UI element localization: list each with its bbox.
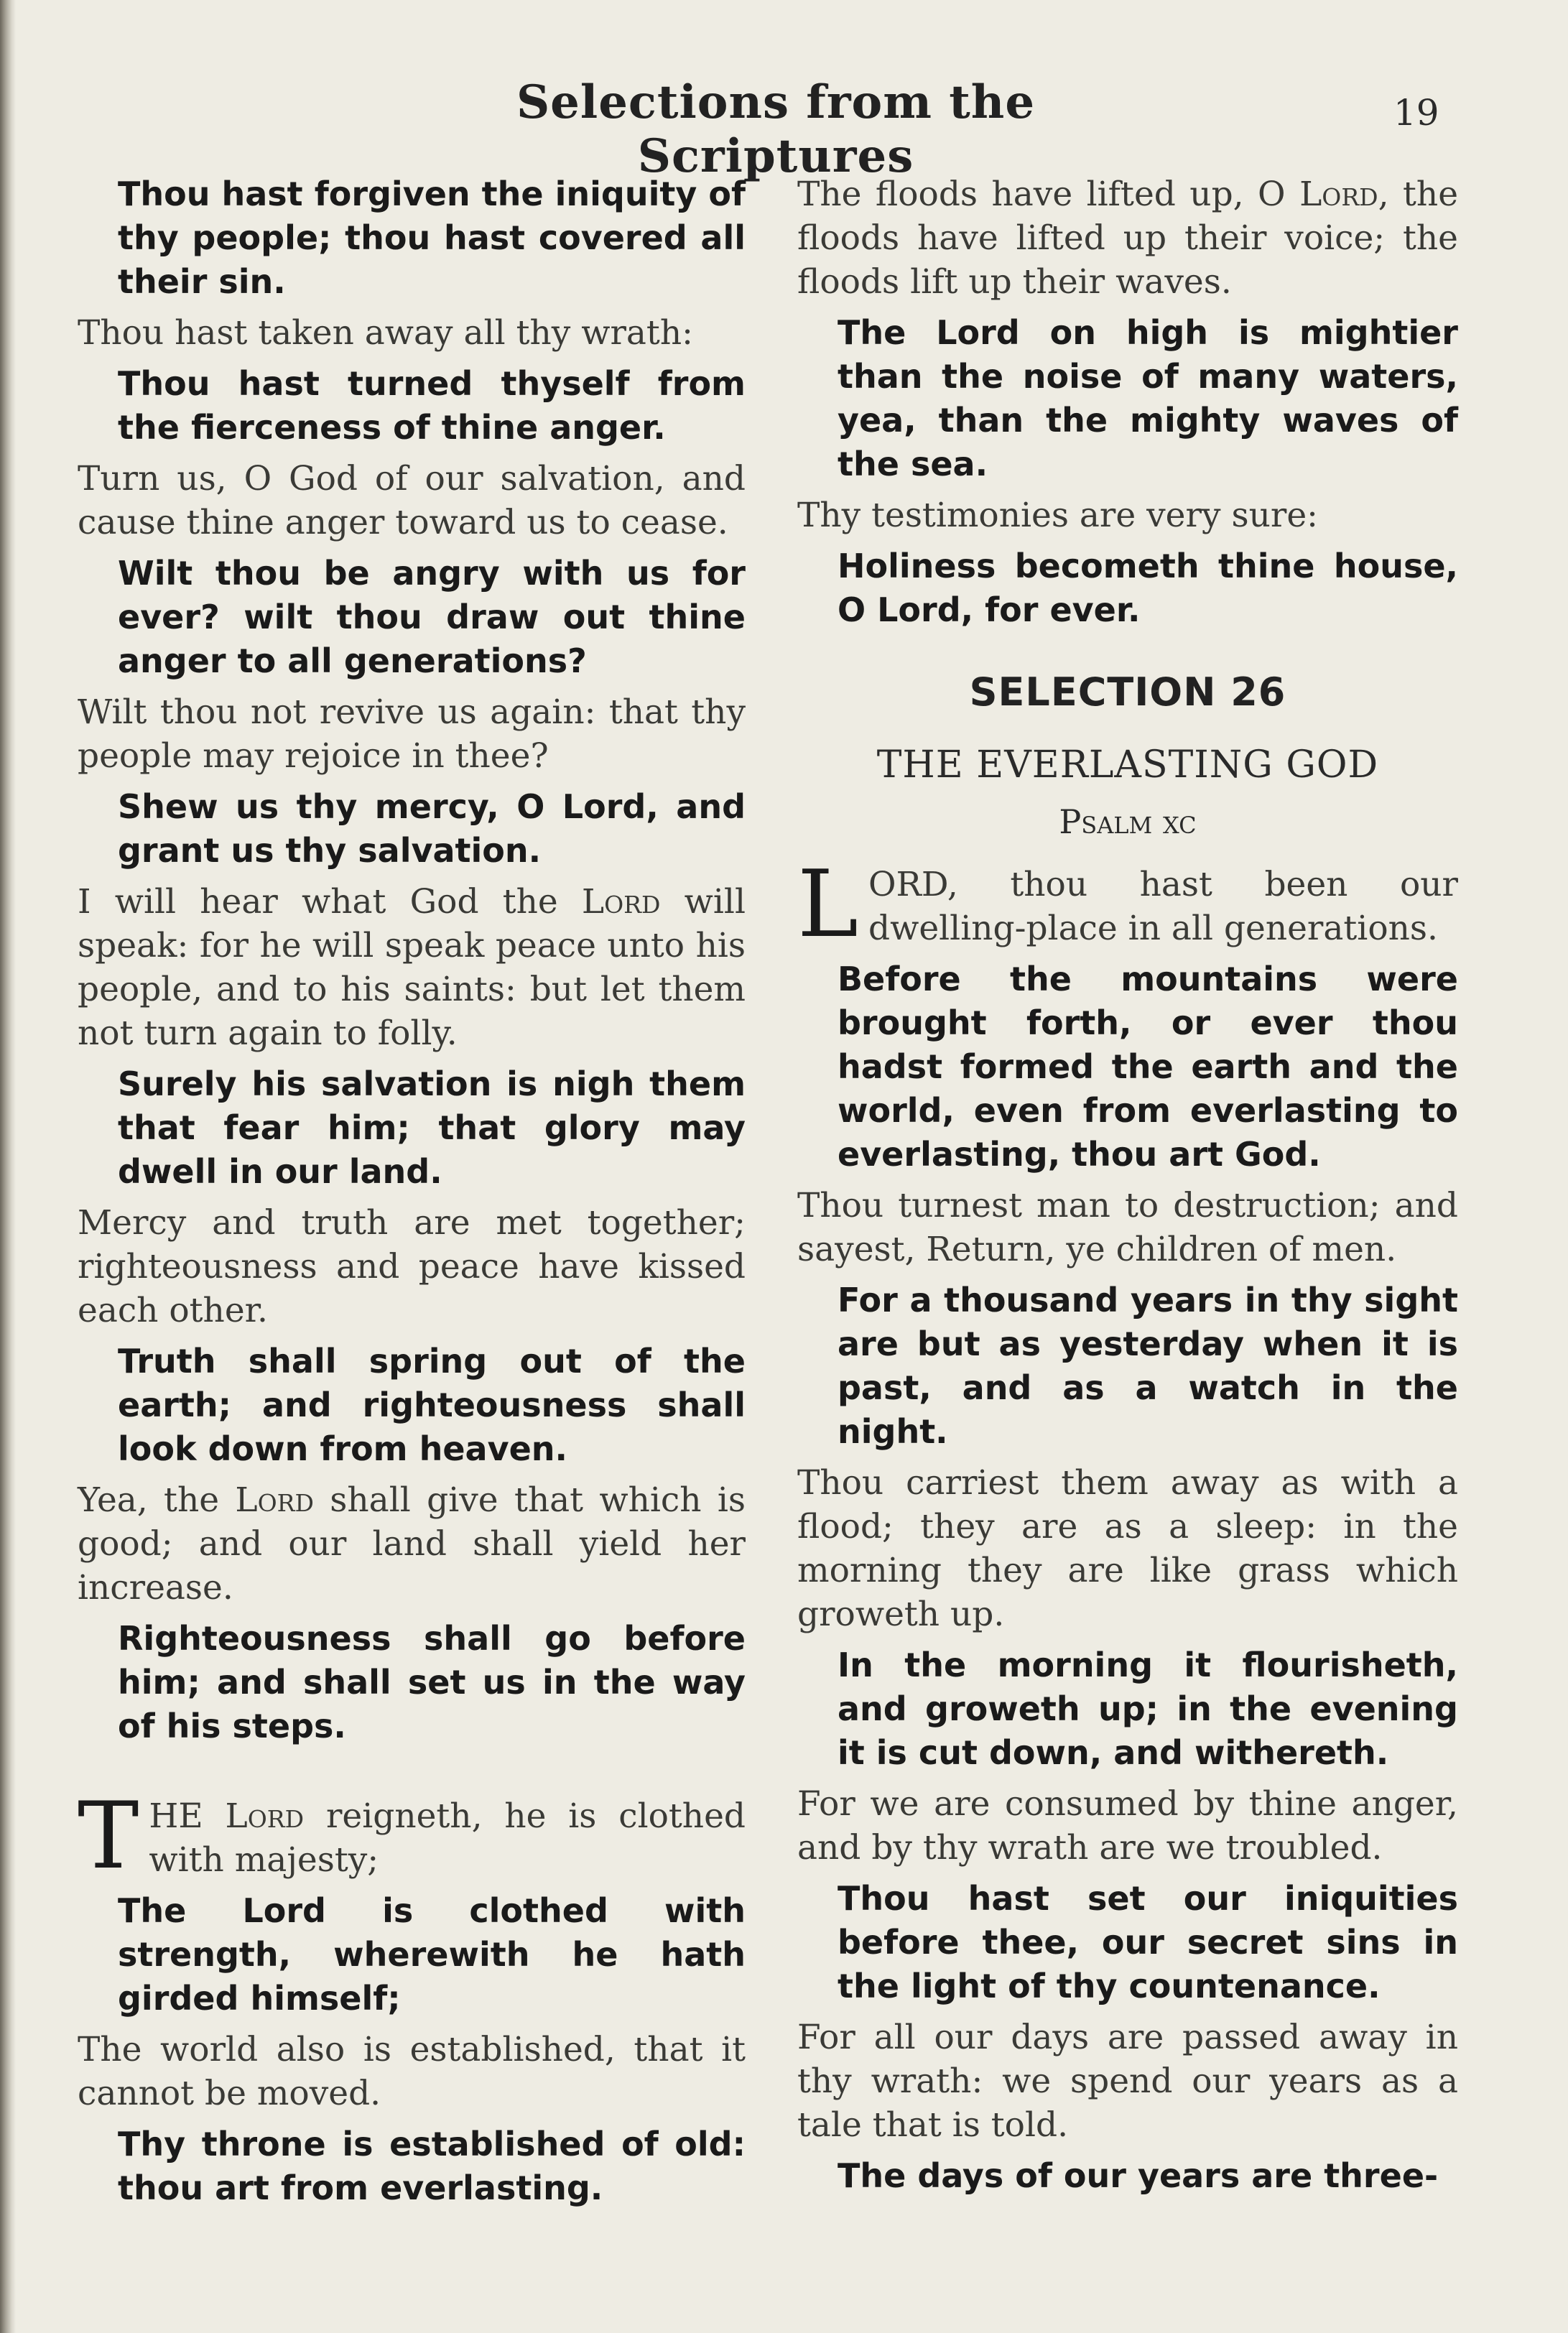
- page-binding-edge: [0, 0, 16, 2333]
- verse-bold: Holiness becometh thine house, O Lord, for ever.: [838, 547, 1458, 629]
- selection-title: THE EVERLASTING GOD: [876, 743, 1379, 787]
- verse-regular: Turn us, O God of our salvation, and cause thine anger toward us to cease.: [78, 459, 746, 542]
- verse-bold: Wilt thou be angry with us for ever? wilt thou draw out thine anger to all generations?: [118, 554, 746, 680]
- verse-text: The floods have lifted up, O: [797, 175, 1286, 214]
- selection-subtitle: Psalm xc: [1059, 802, 1197, 841]
- verse-regular: Wilt thou not revive us again: that thy people may rejoice in thee?: [78, 692, 746, 776]
- verse-bold: Righteousness shall go before him; and shall set us in the way of his steps.: [118, 1619, 746, 1745]
- verse-text: ORD, thou hast been our dwelling-place in all generations.: [868, 865, 1458, 948]
- selection-heading: SELECTION 26: [969, 669, 1286, 715]
- psalm-opening-verse: [78, 1783, 746, 1890]
- lord-small-caps: Lord: [235, 1480, 314, 1520]
- verse-bold: Surely his salvation is nigh them that fear him; that glory may dwell in our land.: [118, 1065, 746, 1191]
- verse-regular: Thou turnest man to destruction; and sayest, Return, ye children of men.: [797, 1186, 1458, 1269]
- verse-regular: For we are consumed by thine anger, and by thy wrath are we troubled.: [797, 1784, 1458, 1868]
- verse-text: shall give that which is good; and our land shall yield her increase.: [78, 1480, 746, 1608]
- verse-bold: Before the mountains were brought forth, or ever thou hadst formed the earth and the world, even from everlasting to everlasting, thou art God.: [838, 960, 1458, 1174]
- verse-bold: The Lord on high is mightier than the noise of many waters, yea, than the mighty waves of the sea.: [838, 313, 1458, 483]
- section-gap: [78, 1755, 746, 1794]
- verse-bold: Shew us thy mercy, O Lord, and grant us thy salvation.: [118, 787, 746, 870]
- verse-text: will speak: for he will speak peace unto his people, and to his saints: but let them not turn again to folly.: [78, 882, 746, 1053]
- lord-small-caps: Lord: [1299, 175, 1378, 214]
- verse-regular: [78, 1478, 746, 1610]
- page-number: 19: [1393, 92, 1439, 134]
- verse-text: I will hear what God the: [78, 882, 558, 922]
- verse-text: , the floods have lifted up their voice; the floods lift up their waves.: [797, 175, 1459, 302]
- verse-bold: In the morning it flourisheth, and groweth up; in the evening it is cut down, and withereth.: [838, 1646, 1458, 1772]
- drop-cap: T: [78, 1783, 139, 1890]
- verse-regular: For all our days are passed away in thy wrath: we spend our years as a tale that is told.: [797, 2018, 1458, 2145]
- verse-text: HE: [149, 1796, 203, 1836]
- verse-bold: Thou hast set our iniquities before thee, our secret sins in the light of thy countenance.: [838, 1879, 1458, 2005]
- psalm-opening-verse: [797, 851, 1458, 958]
- verse-regular: [78, 880, 746, 1055]
- verse-bold: The Lord is clothed with strength, wherewith he hath girded himself;: [118, 1891, 746, 2018]
- verse-text: Yea, the: [78, 1480, 220, 1520]
- verse-text: reigneth, he is clothed with majesty;: [149, 1796, 746, 1880]
- verse-regular: Thy testimonies are very sure:: [797, 496, 1318, 535]
- lord-small-caps: Lord: [581, 882, 661, 922]
- verse-regular: Thou carriest them away as with a flood; they are as a sleep: in the morning they are like grass which groweth up.: [797, 1463, 1458, 1634]
- lord-small-caps: Lord: [225, 1796, 305, 1836]
- drop-cap: L: [797, 851, 858, 958]
- verse-bold: Thou hast forgiven the iniquity of thy people; thou hast covered all their sin.: [118, 175, 746, 301]
- verse-bold: For a thousand years in thy sight are but as yesterday when it is past, and as a watch in the night.: [838, 1281, 1458, 1451]
- right-column: [797, 172, 1458, 2205]
- verse-regular: Thou hast taken away all thy wrath:: [78, 313, 693, 353]
- verse-bold: Truth shall spring out of the earth; and righteousness shall look down from heaven.: [118, 1342, 746, 1468]
- left-column: [78, 172, 746, 2217]
- verse-regular: The world also is established, that it cannot be moved.: [78, 2030, 746, 2113]
- verse-bold: Thou hast turned thyself from the fierceness of thine anger.: [118, 364, 746, 447]
- verse-regular: Mercy and truth are met together; righteousness and peace have kissed each other.: [78, 1203, 746, 1330]
- verse-bold: The days of our years are three-: [838, 2156, 1439, 2195]
- verse-regular: [797, 172, 1458, 304]
- running-header-title: Selections from the Scriptures: [516, 75, 1036, 183]
- verse-bold: Thy throne is established of old: thou art from everlasting.: [118, 2125, 746, 2207]
